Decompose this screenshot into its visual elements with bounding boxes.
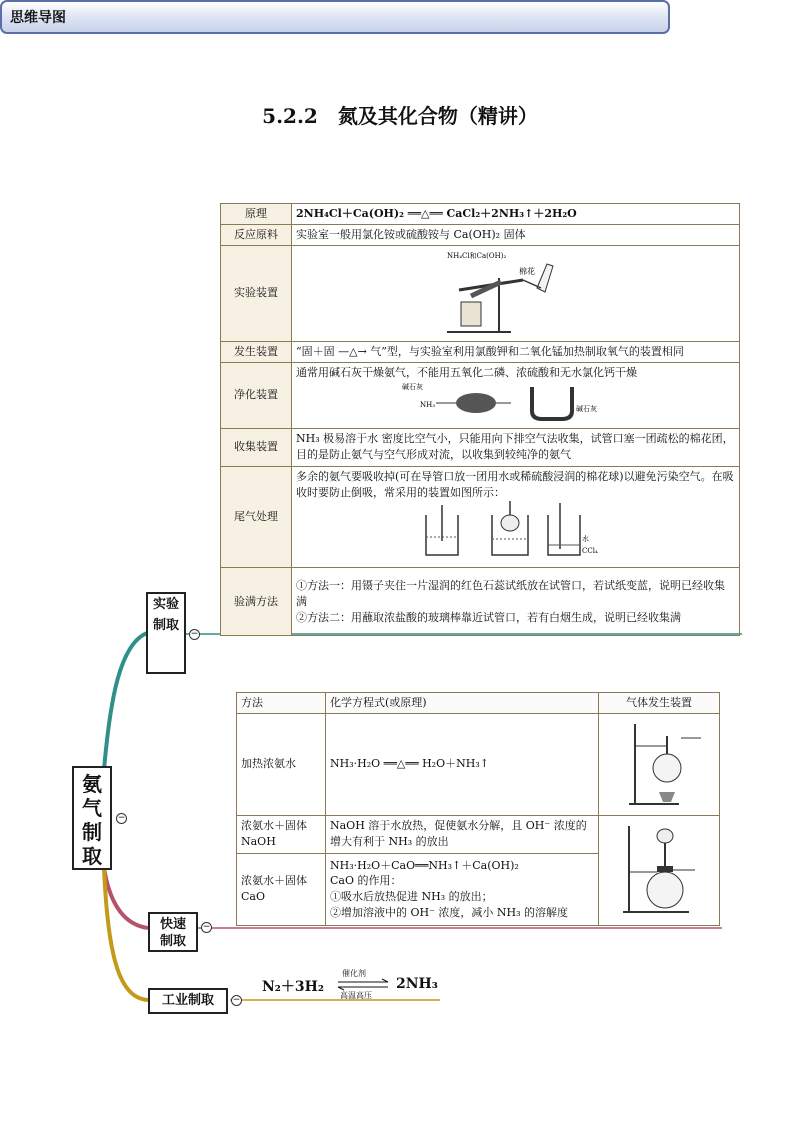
apparatus-cell xyxy=(599,815,720,925)
row-key: 净化装置 xyxy=(221,362,292,428)
lab-method-table xyxy=(220,203,740,636)
water-label: 水 xyxy=(582,534,589,543)
header-equation: 化学方程式(或原理) xyxy=(326,693,599,714)
reagent-label: NH₄Cl和Ca(OH)₂ xyxy=(446,251,506,260)
industrial-collapse-icon[interactable]: − xyxy=(232,995,241,1005)
row-key: 反应原料 xyxy=(221,224,292,245)
tail-gas-apparatus-diagram xyxy=(296,501,596,561)
row-value: 通常用碱石灰干燥氨气，不能用五氧化二磷、浓硫酸和无水氯化钙干燥 xyxy=(296,365,637,379)
branch-line-lab xyxy=(104,632,150,770)
method-cell: 浓氨水＋固体 CaO xyxy=(237,853,326,925)
branch-lab-label: 实验制取 xyxy=(152,597,179,633)
equation-cell: NH₃·H₂O ══△══ H₂O＋NH₃↑ xyxy=(326,713,599,815)
table-row xyxy=(237,815,720,853)
table-row xyxy=(237,713,720,815)
cotton-label: 棉花 xyxy=(518,266,535,276)
soda-lime-label-2: 碱石灰 xyxy=(576,404,597,413)
table-row xyxy=(221,204,740,225)
branch-lab-node[interactable] xyxy=(146,592,186,674)
cao-naoh-apparatus xyxy=(609,820,709,916)
lab-collapse-icon[interactable]: − xyxy=(190,629,199,639)
fast-collapse-icon[interactable]: − xyxy=(202,922,211,932)
row-value: 多余的氨气要吸收掉(可在导管口放一团用水或稀硫酸浸润的棉花球)以避免污染空气。在吸收时要防止倒吸，常采用的装置如图所示： xyxy=(296,469,734,499)
industrial-equation xyxy=(262,970,452,1000)
section-label: 思维导图 xyxy=(10,10,66,26)
branch-industrial-label: 工业制取 xyxy=(161,993,214,1008)
header-method: 方法 xyxy=(237,693,326,714)
apparatus-cell xyxy=(292,245,740,341)
branch-fast-label: 快速制取 xyxy=(159,917,186,949)
row-value: 实验室一般用氯化铵或硫酸铵与 Ca(OH)₂ 固体 xyxy=(292,224,740,245)
table-row xyxy=(221,428,740,466)
table-header-row xyxy=(237,693,720,714)
branch-fast-node[interactable] xyxy=(148,912,198,952)
row-key: 收集装置 xyxy=(221,428,292,466)
table-row xyxy=(221,341,740,362)
row-value: “固＋固 —△→ 气”型，与实验室利用氯酸钾和二氧化锰加热制取氧气的装置相同 xyxy=(292,341,740,362)
equation-right: 2NH₃ xyxy=(396,976,438,992)
drying-apparatus-diagram xyxy=(296,381,596,421)
catalyst-label: 催化剂 xyxy=(342,969,366,978)
equation-left: N₂＋3H₂ xyxy=(262,979,325,995)
branch-industrial-node[interactable] xyxy=(148,988,228,1014)
root-label: 氨气制取 xyxy=(82,772,102,868)
apparatus-cell xyxy=(599,713,720,815)
table-row xyxy=(221,568,740,636)
row-value-with-diagram xyxy=(292,466,740,568)
nh3-label: NH₃ xyxy=(420,400,436,409)
table-row xyxy=(221,466,740,568)
soda-lime-label-1: 碱石灰 xyxy=(402,382,423,391)
equation-cell: NH₃·H₂O＋CaO══NH₃↑＋Ca(OH)₂ CaO 的作用： ①吸水后放热促进 NH₃ 的放出； ②增加溶液中的 OH⁻ 浓度，减小 NH₃ 的溶解度 xyxy=(326,853,599,925)
table-row xyxy=(221,245,740,341)
row-value: ①方法一：用镊子夹住一片湿润的红色石蕊试纸放在试管口，若试纸变蓝，说明已经收集满 ②方法二：用蘸取浓盐酸的玻璃棒靠近试管口，若有白烟生成，说明已经收集满 xyxy=(292,568,740,636)
page-title: 5.2.2 氮及其化合物（精讲） xyxy=(262,104,538,128)
row-key: 原理 xyxy=(221,204,292,225)
table-row xyxy=(221,224,740,245)
root-collapse-icon[interactable]: − xyxy=(117,813,126,823)
row-key: 尾气处理 xyxy=(221,466,292,568)
row-key: 发生装置 xyxy=(221,341,292,362)
table-row xyxy=(221,362,740,428)
ccl4-label: CCl₄ xyxy=(582,546,598,555)
header-apparatus: 气体发生装置 xyxy=(599,693,720,714)
lab-apparatus-diagram xyxy=(441,248,591,334)
condition-label: 高温高压 xyxy=(340,991,372,1000)
root-node[interactable] xyxy=(72,766,112,870)
row-key: 验满方法 xyxy=(221,568,292,636)
row-value: 2NH₄Cl＋Ca(OH)₂ ══△══ CaCl₂＋2NH₃↑＋2H₂O xyxy=(292,204,740,225)
fast-method-table xyxy=(236,692,720,926)
branch-line-fast xyxy=(104,868,148,928)
row-key: 实验装置 xyxy=(221,245,292,341)
equation-cell: NaOH 溶于水放热，促使氨水分解，且 OH⁻ 浓度的增大有利于 NH₃ 的放出 xyxy=(326,815,599,853)
row-value: NH₃ 极易溶于水 密度比空气小，只能用向下排空气法收集，试管口塞一团疏松的棉花团，目的是防止氨气与空气形成对流，以收集到较纯净的氨气 xyxy=(292,428,740,466)
row-value-with-diagram xyxy=(292,362,740,428)
method-cell: 浓氨水＋固体 NaOH xyxy=(237,815,326,853)
heating-ammonia-apparatus xyxy=(609,716,709,808)
method-cell: 加热浓氨水 xyxy=(237,713,326,815)
